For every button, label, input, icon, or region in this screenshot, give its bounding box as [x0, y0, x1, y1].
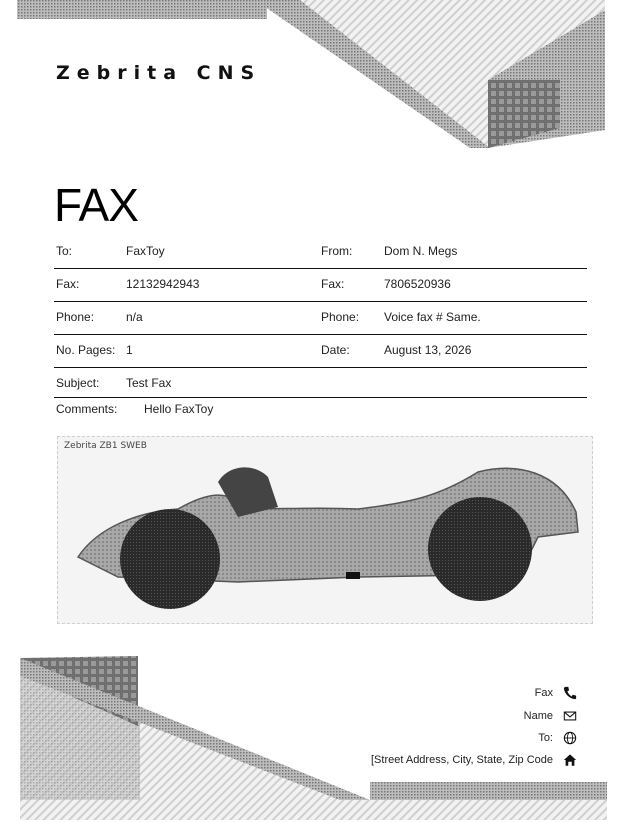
car-image	[57, 436, 593, 624]
comments-label: Comments:	[56, 402, 118, 416]
field-row	[54, 302, 587, 335]
field-label: Subject:	[56, 376, 100, 390]
contact-name	[524, 709, 577, 723]
field-label: Date:	[321, 343, 350, 357]
field-value: Voice fax # Same.	[384, 310, 481, 324]
fax-fields	[54, 236, 587, 400]
contact-to	[538, 731, 577, 745]
field-value: FaxToy	[126, 244, 165, 258]
field-row	[54, 368, 587, 400]
page-title: FAX	[54, 179, 138, 231]
contact-label: Name	[523, 710, 553, 722]
globe-icon	[563, 731, 577, 745]
company-name: Zebrita CNS	[56, 62, 262, 84]
field-value: Dom N. Megs	[384, 244, 458, 258]
contact-label: [Street Address, City, State, Zip Code	[371, 754, 553, 766]
field-label: From:	[321, 244, 353, 258]
field-value: 1	[126, 343, 133, 357]
comments-value: Hello FaxToy	[144, 402, 214, 416]
field-value: n/a	[126, 310, 143, 324]
field-label: No. Pages:	[56, 343, 116, 357]
contact-label: To:	[538, 732, 553, 744]
field-value: 7806520936	[384, 277, 451, 291]
field-value: August 13, 2026	[384, 343, 472, 357]
envelope-icon	[563, 709, 577, 723]
phone-icon	[563, 686, 577, 700]
field-value: 12132942943	[126, 277, 200, 291]
field-label: To:	[56, 244, 73, 258]
field-label: Fax:	[321, 277, 345, 291]
car-illustration	[58, 437, 592, 623]
field-value: Test Fax	[126, 376, 172, 390]
comments	[56, 402, 214, 416]
contact-label: Fax	[534, 687, 553, 699]
field-row	[54, 335, 587, 368]
image-caption: Zebrita ZB1 SWEB	[64, 441, 147, 451]
field-label: Phone:	[56, 310, 95, 324]
field-row	[54, 269, 587, 302]
contact-address	[371, 753, 577, 767]
field-row	[54, 236, 587, 269]
field-label: Fax:	[56, 277, 80, 291]
contact-fax	[535, 686, 577, 700]
home-icon	[563, 753, 577, 767]
divider	[54, 397, 587, 398]
field-label: Phone:	[321, 310, 360, 324]
